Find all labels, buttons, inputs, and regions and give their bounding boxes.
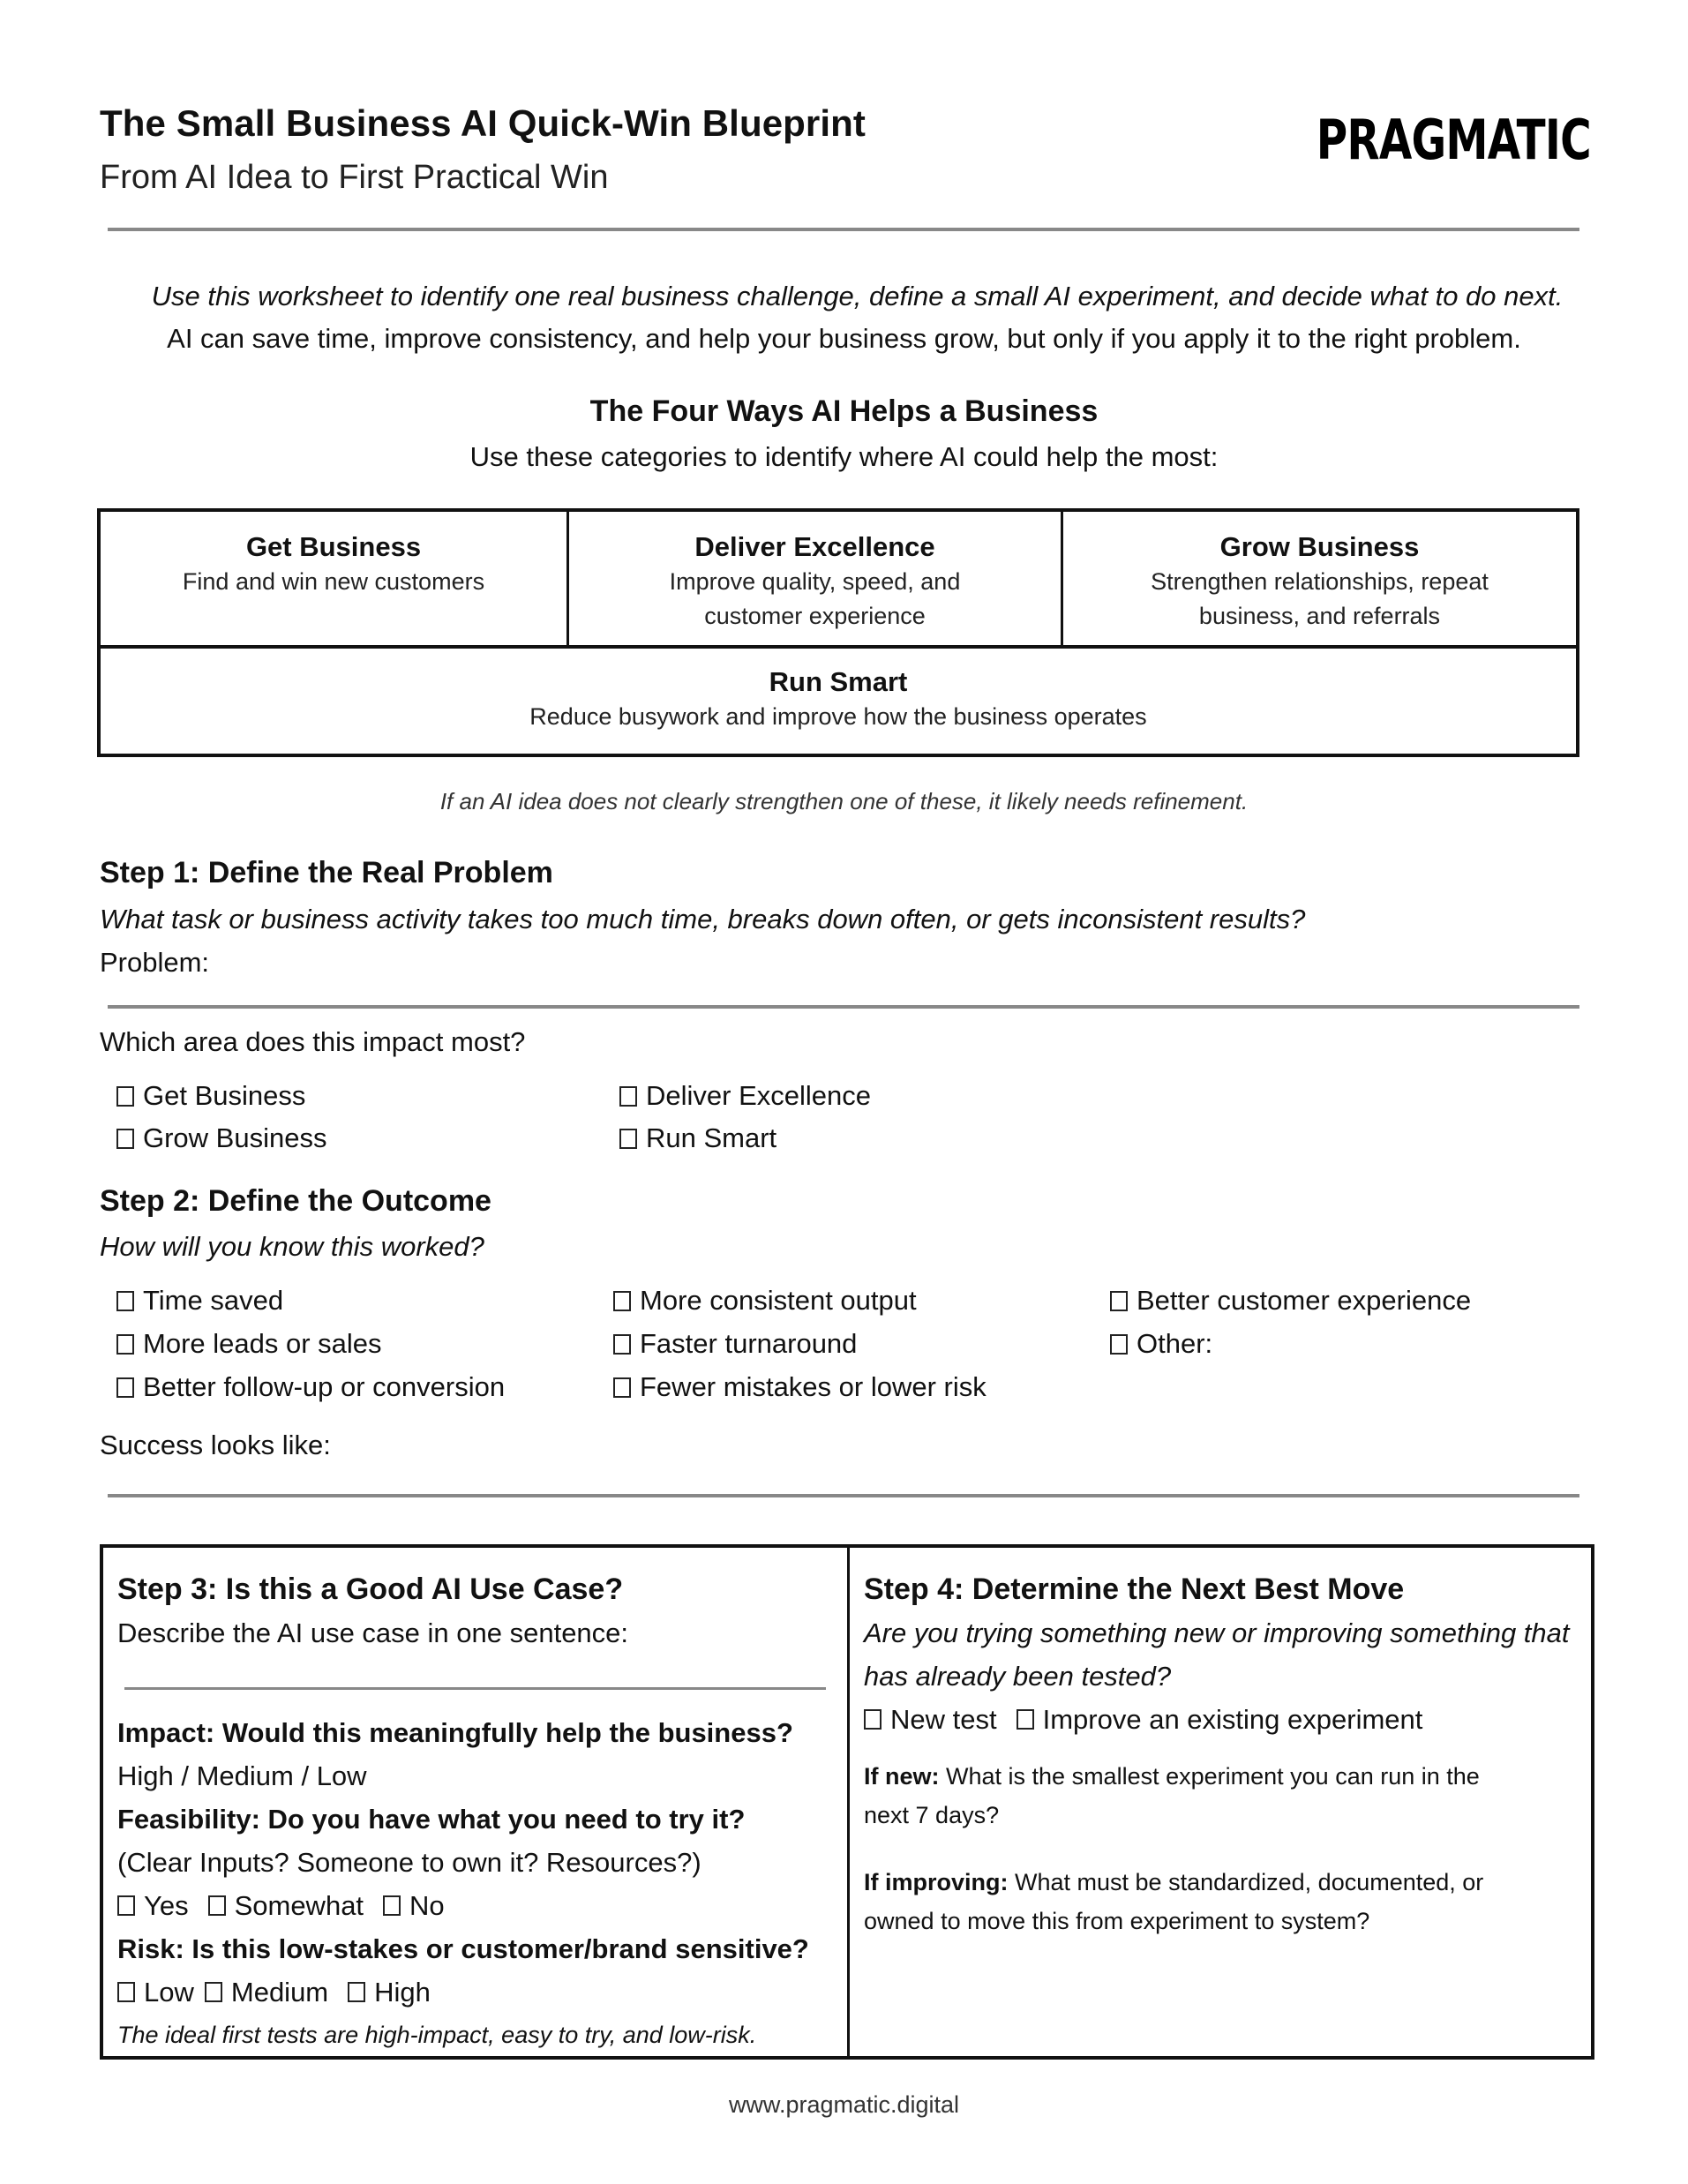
- four-ways-heading: The Four Ways AI Helps a Business: [589, 394, 1099, 428]
- step3-panel: [103, 1548, 850, 2056]
- checkbox-no[interactable]: [383, 1884, 445, 1927]
- checkbox-other[interactable]: [1110, 1328, 1212, 1360]
- intro-instructions: Use this worksheet to identify one real business challenge, define a small AI experiment, and decide what to do next.: [151, 281, 1564, 311]
- category-name: Grow Business: [1219, 531, 1420, 562]
- step4-options: [864, 1698, 1577, 1741]
- if-improving-label: If improving:: [864, 1869, 1009, 1895]
- checkbox-icon[interactable]: [116, 1377, 134, 1398]
- checkbox-icon[interactable]: [619, 1086, 637, 1107]
- checkbox-new-test[interactable]: [864, 1698, 997, 1741]
- category-description: business, and referrals: [1198, 603, 1441, 629]
- steps-3-4-table: [100, 1544, 1594, 2060]
- checkbox-icon[interactable]: [117, 1982, 135, 2002]
- category-grow-business: [1061, 512, 1576, 645]
- checkbox-label: Better follow-up or conversion: [143, 1371, 506, 1402]
- feasibility-hint: (Clear Inputs? Someone to own it? Resources?): [117, 1847, 701, 1878]
- checkbox-label: No: [409, 1890, 445, 1921]
- category-get-business: [101, 512, 566, 645]
- if-improving-text: What must be standardized, documented, or: [1015, 1869, 1484, 1895]
- checkbox-consistent-output[interactable]: [613, 1285, 917, 1317]
- category-deliver-excellence: [566, 512, 1061, 645]
- checkbox-icon[interactable]: [208, 1895, 226, 1916]
- checkbox-label: Time saved: [143, 1285, 284, 1316]
- category-description: customer experience: [704, 603, 926, 629]
- checkbox-label: Faster turnaround: [640, 1328, 858, 1359]
- refinement-note: If an AI idea does not clearly strengthen one of these, it likely needs refinement.: [439, 788, 1249, 814]
- category-description: Improve quality, speed, and: [669, 568, 961, 595]
- step4-panel: [850, 1548, 1591, 2056]
- if-new-text-cont: next 7 days?: [864, 1802, 1000, 1828]
- checkbox-run-smart[interactable]: [619, 1122, 776, 1154]
- checkbox-deliver-excellence[interactable]: [619, 1080, 871, 1112]
- if-improving-text-cont: owned to move this from experiment to system?: [864, 1908, 1370, 1934]
- ideal-tests-note: The ideal first tests are high-impact, easy to try, and low-risk.: [117, 2022, 757, 2048]
- document-title: The Small Business AI Quick-Win Blueprint: [100, 102, 866, 144]
- problem-label: Problem:: [100, 947, 210, 978]
- success-label: Success looks like:: [100, 1430, 331, 1460]
- checkbox-label: Grow Business: [143, 1122, 327, 1153]
- four-ways-subheading: Use these categories to identify where AI could help the most:: [469, 441, 1219, 472]
- checkbox-label: Deliver Excellence: [646, 1080, 871, 1111]
- category-name: Get Business: [245, 531, 422, 562]
- checkbox-icon[interactable]: [116, 1129, 134, 1149]
- step4-question: Are you trying something new or improving something that: [864, 1617, 1570, 1648]
- if-new-text: What is the smallest experiment you can run in the: [946, 1763, 1480, 1790]
- checkbox-icon[interactable]: [613, 1377, 631, 1398]
- checkbox-icon[interactable]: [613, 1291, 631, 1311]
- checkbox-leads-sales[interactable]: [116, 1328, 382, 1360]
- checkbox-label: More consistent output: [640, 1285, 917, 1316]
- feasibility-question: Feasibility: Do you have what you need to try it?: [117, 1804, 746, 1835]
- checkbox-icon[interactable]: [619, 1129, 637, 1149]
- checkbox-time-saved[interactable]: [116, 1285, 283, 1317]
- pragmatic-logo: PRAGMATIC: [1316, 108, 1591, 172]
- checkbox-label: Improve an existing experiment: [1042, 1704, 1423, 1735]
- checkbox-label: Other:: [1137, 1328, 1213, 1359]
- feasibility-options: [117, 1884, 833, 1927]
- checkbox-low[interactable]: [117, 1970, 194, 2014]
- checkbox-label: Get Business: [143, 1080, 306, 1111]
- step3-heading: Step 3: Is this a Good AI Use Case?: [117, 1572, 624, 1606]
- checkbox-label: Fewer mistakes or lower risk: [640, 1371, 987, 1402]
- category-name: Run Smart: [769, 666, 908, 697]
- checkbox-faster-turnaround[interactable]: [613, 1328, 857, 1360]
- impact-area-question: Which area does this impact most?: [100, 1026, 526, 1057]
- document-subtitle: From AI Idea to First Practical Win: [100, 159, 609, 196]
- categories-top-row: [101, 512, 1576, 649]
- checkbox-improve-existing[interactable]: [1017, 1698, 1423, 1741]
- risk-question: Risk: Is this low-stakes or customer/brand sensitive?: [117, 1933, 809, 1964]
- checkbox-icon[interactable]: [383, 1895, 401, 1916]
- checkbox-icon[interactable]: [116, 1291, 134, 1311]
- checkbox-icon[interactable]: [613, 1334, 631, 1355]
- step2-heading: Step 2: Define the Outcome: [100, 1184, 491, 1218]
- if-new-prompt: [864, 1757, 1577, 1796]
- checkbox-yes[interactable]: [117, 1884, 189, 1927]
- checkbox-icon[interactable]: [348, 1982, 365, 2002]
- use-case-input-line[interactable]: [124, 1687, 826, 1690]
- checkbox-icon[interactable]: [864, 1709, 882, 1730]
- checkbox-customer-experience[interactable]: [1110, 1285, 1471, 1317]
- step1-question: What task or business activity takes too much time, breaks down often, or gets inconsistent results?: [100, 904, 1306, 934]
- checkbox-icon[interactable]: [1017, 1709, 1034, 1730]
- checkbox-high[interactable]: [348, 1970, 431, 2014]
- impact-question: Impact: Would this meaningfully help the business?: [117, 1717, 793, 1748]
- checkbox-label: Medium: [230, 1977, 329, 2008]
- checkbox-icon[interactable]: [1110, 1334, 1128, 1355]
- checkbox-icon[interactable]: [116, 1086, 134, 1107]
- checkbox-label: High: [374, 1977, 431, 2008]
- checkbox-icon[interactable]: [1110, 1291, 1128, 1311]
- category-description: Reduce busywork and improve how the business operates: [529, 703, 1147, 730]
- checkbox-label: Run Smart: [646, 1122, 777, 1153]
- step1-heading: Step 1: Define the Real Problem: [100, 856, 553, 889]
- describe-use-case-label: Describe the AI use case in one sentence:: [117, 1617, 629, 1648]
- header-divider: [108, 228, 1579, 231]
- step4-heading: Step 4: Determine the Next Best Move: [864, 1572, 1405, 1606]
- checkbox-label: Low: [144, 1977, 194, 2008]
- if-new-label: If new:: [864, 1763, 940, 1790]
- checkbox-medium[interactable]: [205, 1970, 328, 2014]
- checkbox-icon[interactable]: [116, 1334, 134, 1355]
- risk-options: [117, 1970, 833, 2014]
- checkbox-somewhat[interactable]: [208, 1884, 364, 1927]
- checkbox-fewer-mistakes[interactable]: [613, 1371, 987, 1403]
- checkbox-grow-business[interactable]: [116, 1122, 326, 1154]
- checkbox-follow-up[interactable]: [116, 1371, 505, 1403]
- category-description: Find and win new customers: [182, 568, 485, 595]
- checkbox-label: New test: [890, 1704, 997, 1735]
- if-improving-prompt: [864, 1863, 1577, 1902]
- checkbox-label: Yes: [144, 1890, 189, 1921]
- checkbox-icon[interactable]: [117, 1895, 135, 1916]
- checkbox-label: Somewhat: [234, 1890, 364, 1921]
- step2-question: How will you know this worked?: [100, 1231, 484, 1262]
- categories-table: [97, 508, 1579, 757]
- problem-input-line[interactable]: [108, 1005, 1579, 1009]
- checkbox-get-business[interactable]: [116, 1080, 305, 1112]
- category-description: Strengthen relationships, repeat: [1151, 568, 1489, 595]
- footer-url[interactable]: www.pragmatic.digital: [728, 2091, 960, 2118]
- checkbox-label: Better customer experience: [1137, 1285, 1472, 1316]
- category-run-smart: [101, 649, 1576, 754]
- intro-statement: AI can save time, improve consistency, and help your business grow, but only if you apply it to the right problem.: [167, 323, 1521, 354]
- checkbox-label: More leads or sales: [143, 1328, 382, 1359]
- category-name: Deliver Excellence: [694, 531, 935, 562]
- impact-scale: High / Medium / Low: [117, 1760, 367, 1791]
- checkbox-icon[interactable]: [205, 1982, 222, 2002]
- success-input-line[interactable]: [108, 1494, 1579, 1497]
- step4-question: has already been tested?: [864, 1661, 1172, 1692]
